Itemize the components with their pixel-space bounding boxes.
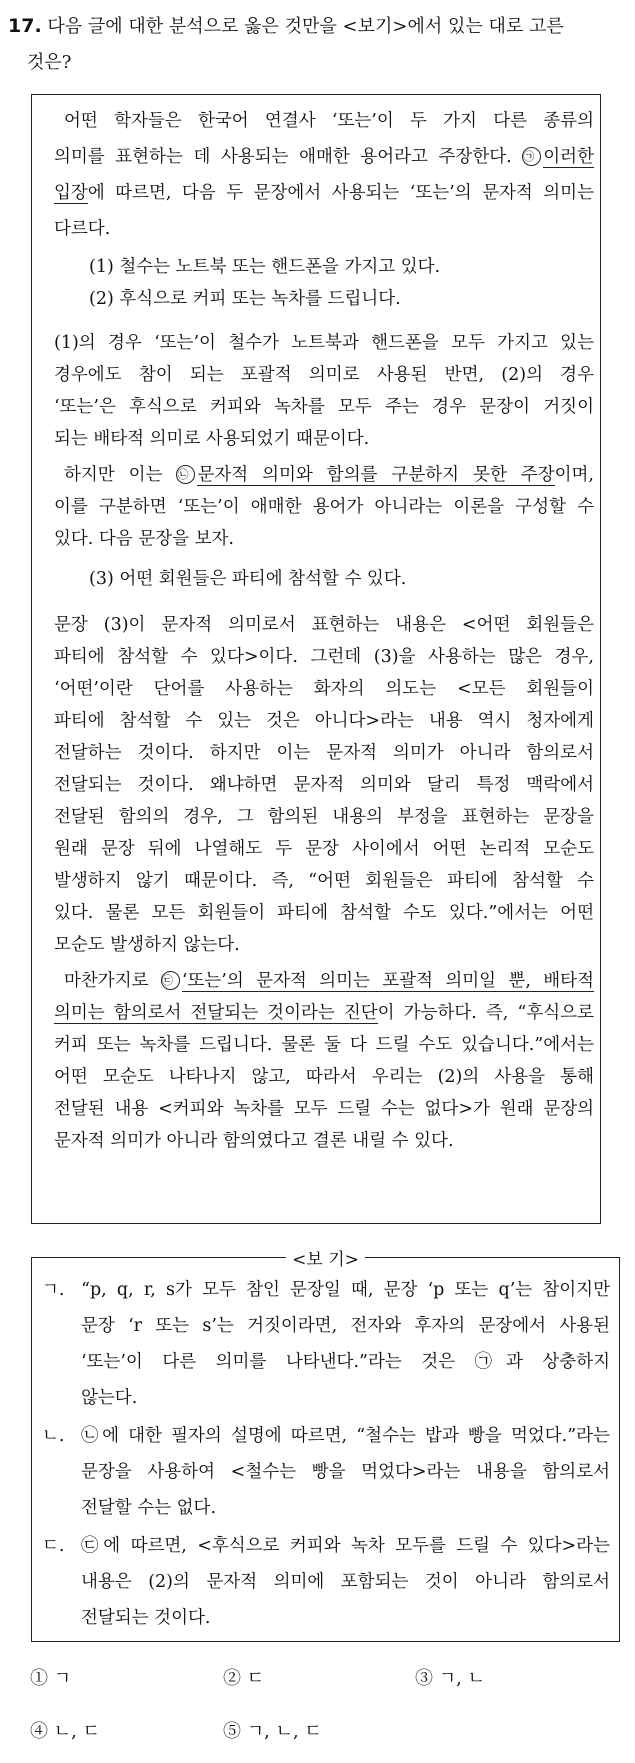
passage-line: 전달하는 것이다. 하지만 이는 문자적 의미가 아니라 함의로서 — [54, 743, 594, 763]
example-sentence-2: (2) 후식으로 커피 또는 녹차를 드립니다. — [89, 289, 401, 309]
passage-line: 어떤 모순도 나타나지 않고, 따라서 우리는 (2)의 사용을 통해 — [54, 1067, 594, 1087]
passage-line: 이를 구분하면 ‘또는’이 애매한 용어가 아니라는 이론을 구성할 수 — [54, 497, 594, 517]
bogi-item-giyeok — [42, 1272, 610, 1416]
passage-line: 파티에 참석할 수 있다>이다. 그런데 (3)을 사용하는 많은 경우, — [54, 647, 594, 667]
passage-line: 있다. 물론 모든 회원들이 파티에 참석할 수도 있다.”에서는 어떤 — [54, 903, 594, 923]
marker-nieun: ㉡ — [176, 465, 195, 484]
bogi-line: 않는다. — [81, 1388, 138, 1408]
bogi-title: <보 기> — [32, 1245, 619, 1270]
bogi-item-mark: ㄷ. — [42, 1536, 65, 1556]
passage-line: 하지만 이는 ㉡ 문자적 의미와 함의를 구분하지 못한 주장이며, — [64, 465, 594, 485]
bogi-line: 전달되는 것이다. — [81, 1608, 211, 1628]
passage-line: 있다. 다음 문장을 보자. — [54, 529, 234, 549]
bogi-line: ㉡에 대한 필자의 설명에 따르면, “철수는 밥과 빵을 먹었다.”라는 — [81, 1426, 610, 1446]
bogi-item-nieun — [42, 1418, 610, 1526]
option-4[interactable]: ④ ㄴ, ㄷ — [30, 1721, 100, 1742]
passage-line: 전달된 내용 <커피와 녹차를 모두 드릴 수는 없다>가 원래 문장의 — [54, 1099, 594, 1119]
passage-line: 원래 문장 뒤에 나열해도 두 문장 사이에서 어떤 논리적 모순도 — [54, 839, 594, 859]
question-number: 17. — [8, 15, 42, 37]
marker-giyeok: ㉠ — [522, 147, 541, 166]
passage-line: 입장에 따르면, 다음 두 문장에서 사용되는 ‘또는’의 문자적 의미는 — [54, 183, 594, 203]
bogi-line: ‘또는’이 다른 의미를 나타낸다.”라는 것은 ㉠과 상충하지 — [81, 1352, 610, 1372]
option-1[interactable]: ① ㄱ — [30, 1668, 72, 1689]
marker-digeut: ㉢ — [161, 971, 180, 990]
question-prompt-line2: 것은? — [27, 52, 72, 73]
underlined-text: ‘또는’의 문자적 의미는 포괄적 의미일 뿐, 배타적 — [181, 971, 594, 991]
passage-line: ‘어떤’이란 단어를 사용하는 화자의 의도는 <모든 회원들이 — [54, 679, 594, 699]
passage-line: 의미를 표현하는 데 사용되는 애매한 용어라고 주장한다. ㉠ 이러한 — [54, 147, 594, 167]
passage-line: ‘또는’은 후식으로 커피와 녹차를 모두 주는 경우 문장이 거짓이 — [54, 397, 594, 417]
bogi-item-digeut — [42, 1528, 610, 1636]
bogi-item-mark: ㄱ. — [42, 1280, 65, 1300]
passage-line: 파티에 참석할 수 있는 것은 아니다>라는 내용 역시 청자에게 — [54, 711, 594, 731]
passage-line: 발생하지 않기 때문이다. 즉, “어떤 회원들은 파티에 참석할 수 — [54, 871, 594, 891]
passage-line: 경우에도 참이 되는 포괄적 의미로 사용된 반면, (2)의 경우 — [54, 365, 594, 385]
passage-line: 모순도 발생하지 않는다. — [54, 935, 240, 955]
example-sentence-3: (3) 어떤 회원들은 파티에 참석할 수 있다. — [89, 569, 407, 589]
passage-line: 되는 배타적 의미로 사용되었기 때문이다. — [54, 429, 370, 449]
passage-line: 문장 (3)이 문자적 의미로서 표현하는 내용은 <어떤 회원들은 — [54, 615, 594, 635]
underlined-text: 이러한 — [543, 147, 594, 167]
passage-line: 의미는 함의로서 전달되는 것이라는 진단이 가능하다. 즉, “후식으로 — [54, 1003, 595, 1023]
passage-line: 전달되는 것이다. 왜냐하면 문자적 의미와 달리 특정 맥락에서 — [54, 775, 594, 795]
passage-line: 마찬가지로 ㉢ ‘또는’의 문자적 의미는 포괄적 의미일 뿐, 배타적 — [64, 971, 594, 991]
underlined-text: 문자적 의미와 함의를 구분하지 못한 주장 — [197, 465, 555, 485]
passage-line: 문자적 의미가 아니라 함의였다고 결론 내릴 수 있다. — [54, 1131, 454, 1151]
passage-line: (1)의 경우 ‘또는’이 철수가 노트북과 핸드폰을 모두 가지고 있는 — [54, 333, 594, 353]
bogi-line: ㉢에 따르면, <후식으로 커피와 녹차 모두를 드릴 수 있다>라는 — [81, 1536, 610, 1556]
bogi-line: 문장 ‘r 또는 s’는 거짓이라면, 전자와 후자의 문장에서 사용된 — [81, 1316, 610, 1336]
bogi-line: 전달할 수는 없다. — [81, 1498, 217, 1518]
option-3[interactable]: ③ ㄱ, ㄴ — [415, 1668, 485, 1689]
passage-line: 다르다. — [54, 219, 111, 239]
bogi-box — [31, 1250, 620, 1642]
underlined-text: 입장 — [54, 183, 88, 203]
bogi-item-mark: ㄴ. — [42, 1426, 65, 1446]
option-5[interactable]: ⑤ ㄱ, ㄴ, ㄷ — [223, 1721, 322, 1742]
passage-box — [31, 94, 601, 1224]
example-sentence-1: (1) 철수는 노트북 또는 핸드폰을 가지고 있다. — [89, 257, 441, 277]
passage-line: 커피 또는 녹차를 드립니다. 물론 둘 다 드릴 수도 있습니다.”에서는 — [54, 1035, 594, 1055]
bogi-line: “p, q, r, s가 모두 참인 문장일 때, 문장 ‘p 또는 q’는 참이지만 — [81, 1280, 610, 1300]
passage-line: 전달된 함의의 경우, 그 함의된 내용의 부정을 표현하는 문장을 — [54, 807, 594, 827]
bogi-line: 내용은 (2)의 문자적 의미에 포함되는 것이 아니라 함의로서 — [81, 1572, 610, 1592]
question-header — [8, 8, 628, 81]
question-prompt-line1: 다음 글에 대한 분석으로 옳은 것만을 <보기>에서 있는 대로 고른 — [47, 16, 564, 37]
passage-line: 어떤 학자들은 한국어 연결사 ‘또는’이 두 가지 다른 종류의 — [64, 111, 594, 131]
option-2[interactable]: ② ㄷ — [223, 1668, 265, 1689]
underlined-text: 의미는 함의로서 전달되는 것이라는 진단 — [54, 1003, 378, 1023]
bogi-line: 문장을 사용하여 <철수는 빵을 먹었다>라는 내용을 함의로서 — [81, 1462, 610, 1482]
